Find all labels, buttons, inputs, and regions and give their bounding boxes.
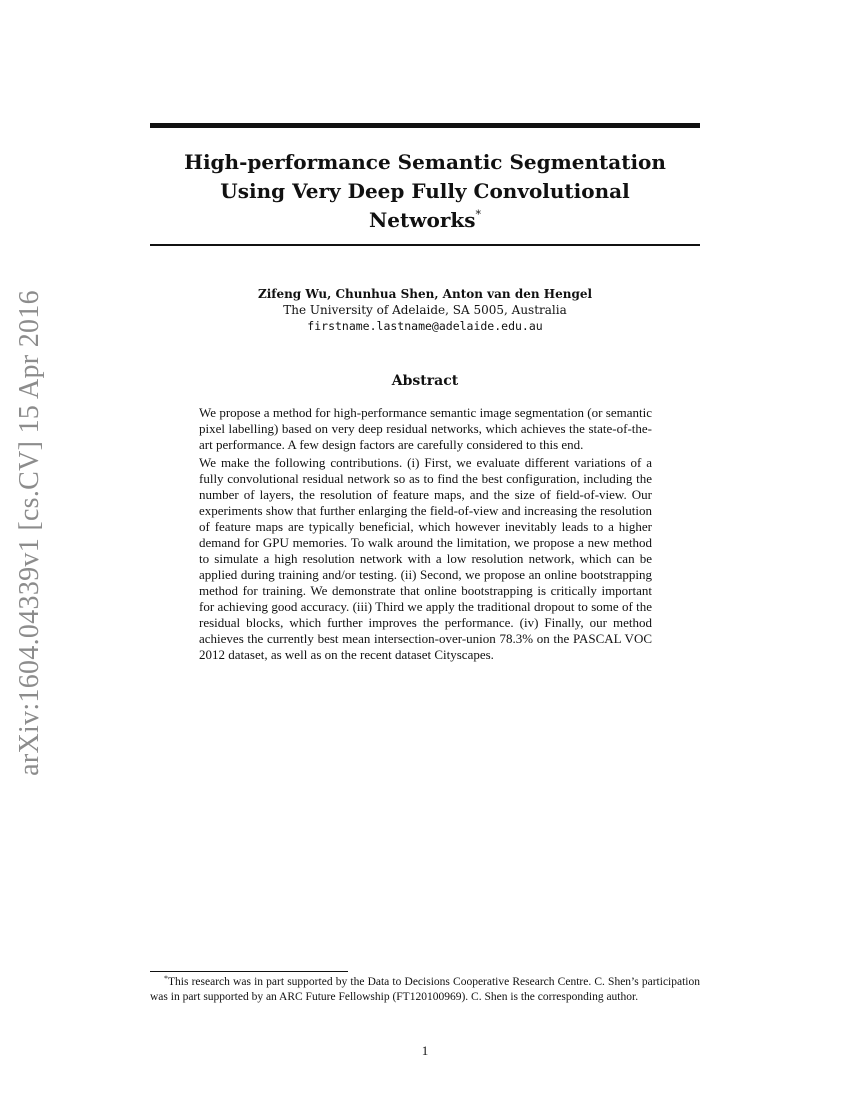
author-names: Zifeng Wu, Chunhua Shen, Anton van den Hengel	[257, 287, 593, 301]
footnote	[150, 975, 700, 1005]
abstract-paragraph-2: We make the following contributions. (i) First, we evaluate different variations of a fully convolutional residual network so as to find the best configuration, including the number of layers, the resolution of feature maps, and the size of field-of-view. Our experiments show that further enlarging the field-of-view and increasing the resolution of feature maps are typically beneficial, which however inevitably leads to a higher demand for GPU memories. To walk around the limitation, we propose a new method to simulate a high resolution network with a low resolution network, which can be applied during training and/or testing. (ii) Second, we propose an online bootstrapping method for training. We demonstrate that online bootstrapping is critically important for achieving good accuracy. (iii) Third we apply the traditional dropout to some of the residual blocks, which further improves the performance. (iv) Finally, our method achieves the currently best mean intersection-over-union 78.3% on the PASCAL VOC 2012 dataset, as well as on the recent dataset Cityscapes.	[199, 455, 652, 662]
title-bottom-rule	[150, 244, 700, 246]
title-line-3	[150, 206, 700, 235]
author-block	[150, 286, 700, 334]
abstract-paragraph-1: We propose a method for high-performance semantic image segmentation (or semantic pixel labelling) based on very deep residual networks, which achieves the state-of-the-art performance. A few design factors are carefully considered to this end.	[199, 405, 652, 452]
abstract-heading: Abstract	[391, 373, 459, 389]
title-footnote-marker[interactable]: *	[475, 208, 481, 221]
title-line-2: Using Very Deep Fully Convolutional	[220, 179, 630, 203]
arxiv-stamp	[0, 0, 60, 1100]
arxiv-identifier: arXiv:1604.04339v1 [cs.CV] 15 Apr 2016	[14, 290, 45, 776]
paper-title	[150, 148, 700, 235]
abstract-body	[199, 405, 652, 665]
title-line-3-text: Networks	[369, 208, 476, 232]
author-email[interactable]: firstname.lastname@adelaide.edu.au	[307, 319, 543, 333]
footnote-text: This research was in part supported by the Data to Decisions Cooperative Research Centre. C. Shen’s participation was in part supported by an ARC Future Fellowship (FT120100969). C. Shen is the corresponding author.	[150, 976, 700, 1003]
title-line-1: High-performance Semantic Segmentation	[184, 150, 666, 174]
page-number: 1	[421, 1043, 429, 1058]
author-affiliation: The University of Adelaide, SA 5005, Australia	[283, 303, 567, 317]
footnote-rule	[150, 971, 348, 972]
title-top-rule	[150, 123, 700, 128]
footnote-marker: *	[164, 974, 168, 983]
